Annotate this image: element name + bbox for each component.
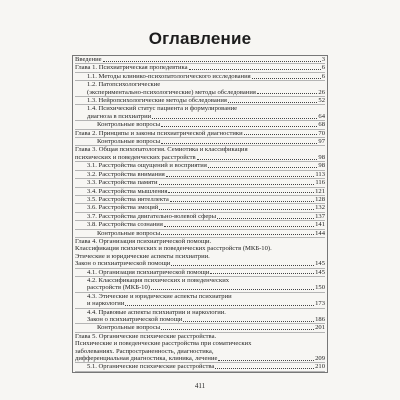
toc-entry-title: Контрольные вопросы	[97, 138, 161, 146]
toc-entry-page: 26	[318, 88, 325, 96]
toc-entry	[75, 253, 325, 260]
toc-entry-page: 70	[318, 129, 325, 137]
toc-entry-page: 97	[318, 138, 325, 146]
toc-entry-page: 116	[315, 179, 325, 187]
toc-entry	[75, 162, 325, 170]
toc-entry	[75, 269, 325, 277]
toc-entry	[75, 316, 325, 324]
toc-entry-title: 3.2. Расстройства внимания	[87, 170, 165, 178]
toc-entry-page: 132	[315, 204, 325, 212]
toc-entry	[75, 113, 325, 121]
dot-leader	[161, 329, 314, 330]
dot-leader	[161, 234, 314, 235]
toc-entry-title: Контрольные вопросы	[97, 121, 161, 129]
toc-entry	[75, 121, 325, 129]
dot-leader	[215, 368, 314, 369]
toc-entry	[75, 179, 325, 187]
toc-entry	[75, 355, 325, 363]
toc-entry-title: Глава 3. Общая психопатология. Семиотика и классификация	[75, 146, 248, 154]
toc-entry	[75, 348, 325, 355]
toc-entry	[75, 56, 325, 64]
toc-entry	[75, 213, 325, 221]
toc-entry	[75, 238, 325, 245]
toc-entry-title: Глава 4. Организация психиатрической помощи.	[75, 237, 212, 245]
toc-entry-title: психических и поведенческих расстройств	[75, 153, 196, 161]
toc-entry-title: Закон о психиатрической помощи	[75, 260, 171, 268]
toc-entry-page: 113	[315, 170, 325, 178]
dot-leader	[244, 134, 318, 135]
toc-entry	[75, 64, 325, 72]
toc-entry-page: 141	[315, 221, 325, 229]
page-title: Оглавление	[148, 29, 252, 48]
dot-leader	[152, 118, 317, 119]
toc-entry-page: 173	[315, 300, 325, 308]
toc-entry-title: 3.4. Расстройства мышления	[87, 187, 168, 195]
toc-entry-page: 201	[315, 324, 325, 332]
toc-entry-page: 68	[318, 121, 325, 129]
dot-leader	[189, 69, 321, 70]
toc-entry	[75, 188, 325, 196]
toc-entry-title: 3.5. Расстройства интеллекта	[87, 195, 169, 203]
toc-entry	[75, 171, 325, 179]
toc-entry-title: расстройств (МКБ-10)	[87, 284, 150, 292]
toc-entry-page: 145	[315, 260, 325, 268]
toc-table	[72, 55, 328, 373]
toc-entry	[75, 146, 325, 153]
toc-entry	[75, 81, 325, 88]
dot-leader	[151, 289, 314, 290]
toc-entry	[75, 293, 325, 300]
toc-entry-title: Классификация психических и поведенческих расстройств (МКБ-10).	[75, 245, 272, 253]
toc-entry-page: 150	[315, 284, 325, 292]
toc-entry	[75, 333, 325, 340]
dot-leader	[161, 143, 317, 144]
toc-entry	[75, 130, 325, 138]
toc-entry-title: 5.1. Органические психические расстройства	[87, 363, 215, 371]
toc-entry-title: 4.2. Классификация психических и поведенческих	[87, 276, 230, 284]
toc-entry	[75, 260, 325, 268]
toc-entry	[75, 73, 325, 81]
dot-leader	[197, 159, 318, 160]
toc-entry-page: 3	[321, 56, 325, 63]
toc-entry-title: диагноза в психиатрии	[87, 112, 152, 120]
toc-entry-title: Введение	[75, 56, 102, 63]
dot-leader	[164, 226, 314, 227]
toc-entry-title: 1.1. Методы клинико-психопатологического исследования	[87, 72, 251, 80]
toc-entry-page: 128	[315, 195, 325, 203]
toc-entry	[75, 138, 325, 146]
dot-leader	[217, 218, 314, 219]
toc-entry-page: 6	[321, 72, 325, 80]
toc-entry	[75, 230, 325, 238]
toc-entry-page: 186	[315, 316, 325, 323]
page-number: 411	[194, 382, 206, 390]
toc-entry-title: Глава 1. Психиатрическая пропедевтика	[75, 64, 188, 72]
book-page	[72, 22, 328, 394]
toc-entry-title: 3.1. Расстройства ощущений и восприятия	[87, 162, 207, 170]
toc-entry-title: 3.3. Расстройства памяти	[87, 179, 158, 187]
dot-leader	[161, 126, 317, 127]
toc-entry	[75, 105, 325, 112]
dot-leader	[252, 78, 321, 79]
toc-entry	[75, 221, 325, 229]
toc-entry-page: 145	[315, 268, 325, 276]
dot-leader	[210, 273, 314, 274]
toc-entry-title: 1.3. Нейропсихологические методы обследования	[87, 97, 227, 105]
dot-leader	[125, 305, 314, 306]
dot-leader	[170, 201, 314, 202]
toc-entry	[75, 340, 325, 347]
toc-entry	[75, 154, 325, 162]
toc-entry-page: 144	[315, 229, 325, 237]
toc-entry-title: 1.4. Психический статус пациента и формулирование	[87, 105, 238, 113]
toc-entry	[75, 97, 325, 105]
toc-entry-title: дифференциальная диагностика, клиника, лечение	[75, 355, 218, 363]
toc-entry	[75, 89, 325, 97]
toc-entry	[75, 300, 325, 308]
toc-entry-title: 3.6. Расстройства эмоций	[87, 204, 159, 212]
toc-entry-page: 52	[318, 97, 325, 105]
dot-leader	[218, 360, 314, 361]
toc-entry-title: Этические и юридические аспекты психиатрии.	[75, 252, 210, 260]
toc-entry-title: 4.3. Этические и юридические аспекты психиатрии	[87, 292, 232, 300]
dot-leader	[159, 209, 314, 210]
toc-entry-page: 209	[315, 355, 325, 363]
dot-leader	[166, 176, 315, 177]
toc-entry-page: 98	[318, 162, 325, 170]
toc-entry-title: Контрольные вопросы	[97, 229, 161, 237]
dot-leader	[103, 61, 321, 62]
toc-entry	[75, 277, 325, 284]
toc-entry	[75, 196, 325, 204]
toc-entry-title: 4.4. Правовые аспекты психиатрии и наркологии.	[87, 308, 226, 316]
toc-entry-title: заболеваниях. Распространенность, диагностика,	[75, 347, 214, 355]
toc-entry	[75, 284, 325, 292]
dot-leader	[257, 93, 318, 94]
toc-entry-title: и наркологии	[87, 300, 125, 308]
toc-entry-title: Глава 2. Принципы и законы психиатрической диагностики	[75, 129, 243, 137]
toc-entry-title: 1.2. Патопсихологические	[87, 81, 161, 89]
dot-leader	[159, 184, 315, 185]
dot-leader	[208, 167, 318, 168]
toc-entry-page: 6	[321, 64, 325, 72]
toc-entry-page: 121	[315, 187, 325, 195]
dot-leader	[228, 102, 318, 103]
dot-leader	[171, 265, 314, 266]
toc-entry-title: Закон о психиатрической помощи	[87, 316, 183, 323]
toc-entry-title: 3.7. Расстройства двигательно-волевой сферы	[87, 212, 217, 220]
toc-entry-page: 210	[315, 363, 325, 371]
toc-entry-title: (экспериментально-психологические) методы обследования	[87, 88, 256, 96]
toc-entry-page: 98	[318, 153, 325, 161]
toc-entry-title: 3.8. Расстройства сознания	[87, 221, 163, 229]
dot-leader	[183, 321, 314, 322]
toc-entry	[75, 324, 325, 332]
toc-entry	[75, 245, 325, 252]
toc-entry-title: 4.1. Организация психиатрической помощи	[87, 268, 210, 276]
dot-leader	[168, 192, 314, 193]
toc-entry	[75, 204, 325, 212]
toc-list	[75, 56, 325, 372]
toc-entry-page: 64	[318, 112, 325, 120]
toc-entry-title: Контрольные вопросы	[97, 324, 161, 332]
toc-entry	[75, 309, 325, 316]
toc-entry-page: 137	[315, 212, 325, 220]
toc-entry-title: Глава 5. Органические психические расстройства.	[75, 332, 217, 340]
toc-entry-title: Психические и поведенческие расстройства при соматических	[75, 340, 252, 348]
toc-entry	[75, 363, 325, 371]
